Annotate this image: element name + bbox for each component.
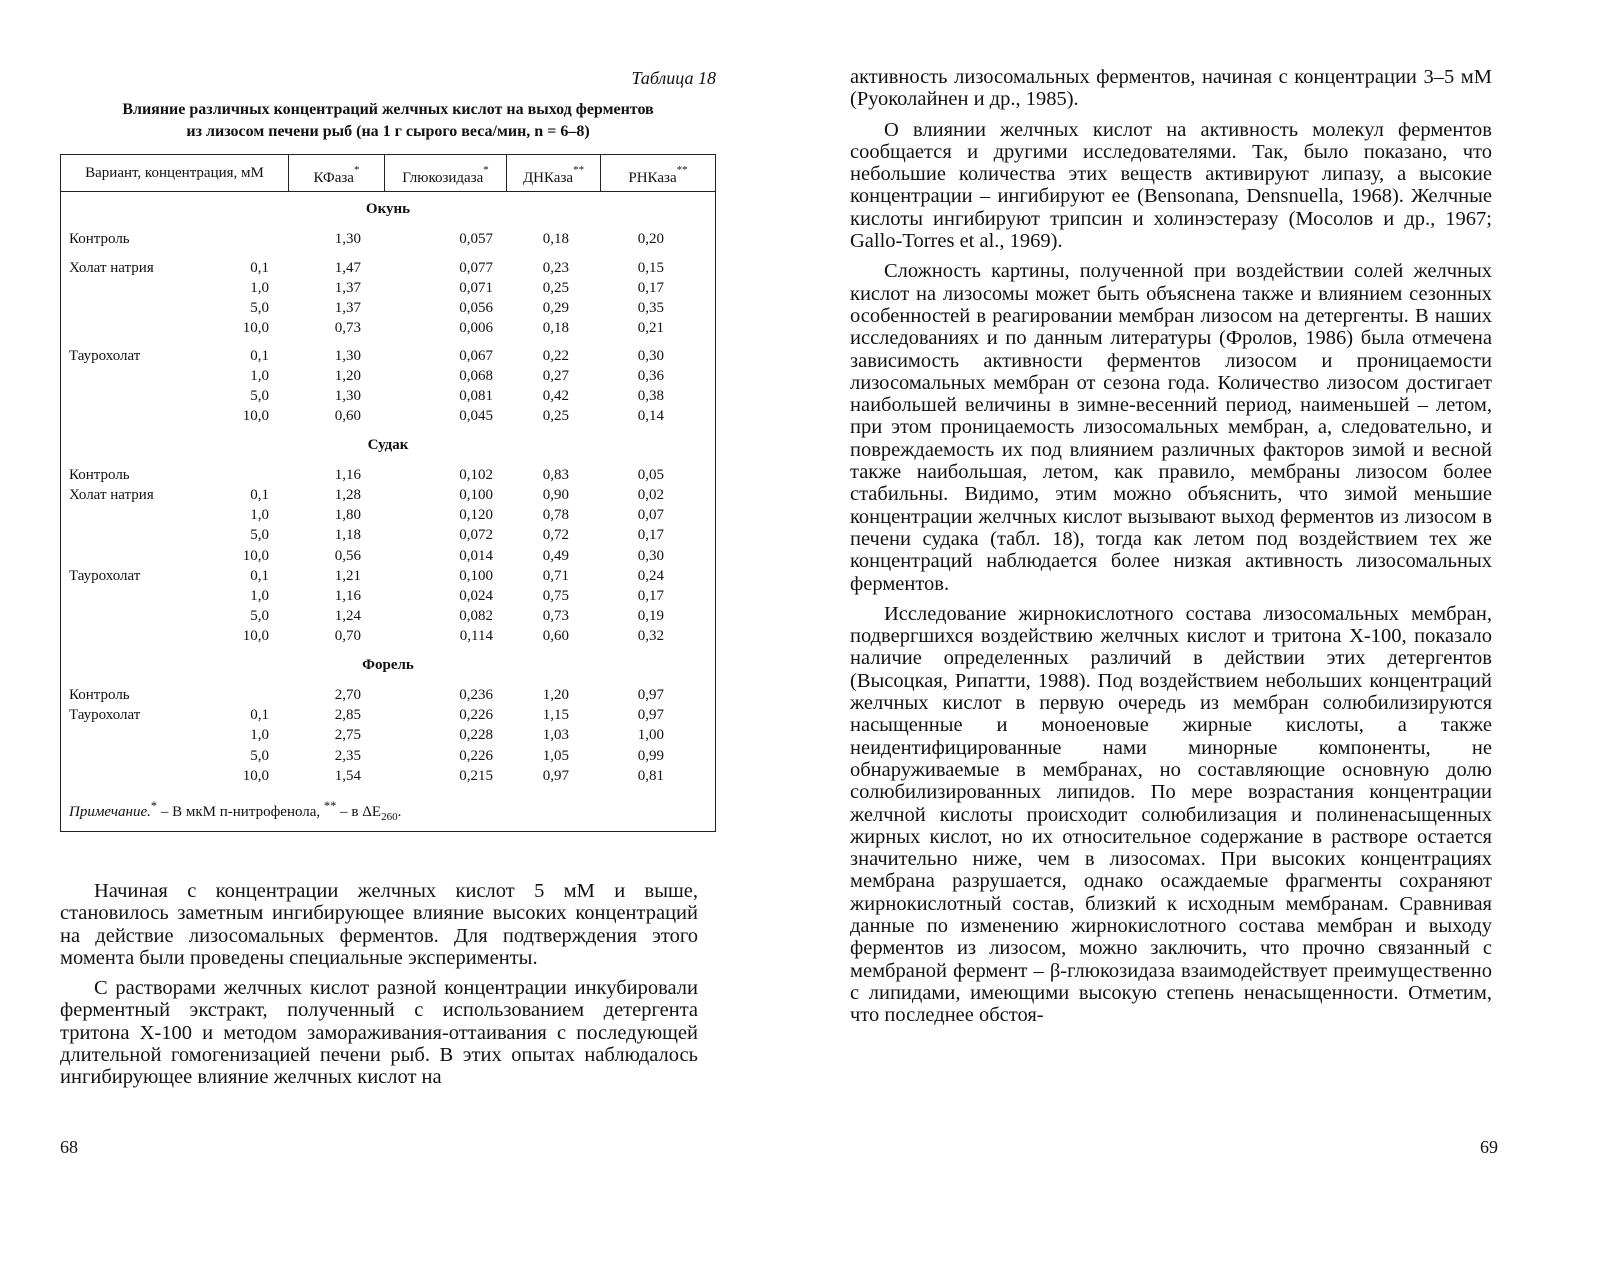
table-cell: 0,072 [459, 527, 493, 543]
table-section-title: Форель [362, 657, 414, 673]
table-cell: 0,1 [250, 707, 269, 723]
page-number-right: 69 [1480, 1137, 1498, 1157]
table-cell: Контроль [69, 467, 130, 483]
table-cell: 0,114 [459, 628, 493, 644]
table-cell: 0,60 [542, 628, 569, 644]
table-row [61, 467, 715, 487]
table-cell: 0,97 [637, 687, 664, 703]
table-cell: 5,0 [250, 748, 269, 764]
table-cell: 0,1 [250, 487, 269, 503]
table-cell: 0,17 [637, 527, 664, 543]
table-cell: 0,17 [637, 280, 664, 296]
table-cell: 1,37 [334, 300, 361, 316]
table-row [61, 408, 715, 428]
table-cell: 1,0 [250, 588, 269, 604]
table-cell: 5,0 [250, 388, 269, 404]
table-cell: 1,0 [250, 727, 269, 743]
table-cell: 1,00 [637, 727, 664, 743]
table-cell: 0,20 [637, 231, 664, 247]
table-cell: 0,071 [459, 280, 493, 296]
table-cell: 0,75 [542, 588, 569, 604]
table-row [61, 707, 715, 727]
table-cell: 1,03 [542, 727, 569, 743]
table-cell: 0,35 [637, 300, 664, 316]
table-cell: 1,0 [250, 368, 269, 384]
table-cell: Таурохолат [69, 348, 141, 364]
table-row [61, 548, 715, 568]
table-cell: 0,72 [542, 527, 569, 543]
paragraph: активность лизосомальных ферментов, начиная с концентрации 3–5 мМ (Руоколайнен и др., 1985). [850, 66, 1492, 111]
paragraph: Исследование жирнокислотного состава лизосомальных мембран, подвергшихся воздействию желчных кислот и тритона Х-100, показало наличие определенных различий в действии этих детергентов (Высоцкая, Рипатти, 1988). Под воздействием небольших концентраций желчных кислот в первую очередь из мембран солюбилизируются насыщенные и моноеновые жирные кислоты, а также неидентифицированные нами минорные компоненты, не обнаруживаемые в мембранах, но составляющие основную долю солюбилизированных липидов. По мере возрастания концентрации желчной кислоты происходит солюбилизация и полиненасыщенных жирных кислот, но их относительное содержание в растворе остается значительно ниже, чем в лизосомах. При высоких концентрациях мембрана разрушается, однако осаждаемые фрагменты сохраняют жирнокислотный состав, близкий к исходным мембранам. Сравнивая данные по изменению жирнокислотного состава мембран и выходу ферментов из лизосом, можно заключить, что прочно связанный с мембраной фермент – β-глюкозидаза взаимодействует преимущественно с липидами, имеющими высокую степень ненасыщенности. Отметим, что последнее обстоя- [850, 602, 1492, 1027]
table-cell: 1,15 [542, 707, 569, 723]
table-cell: 1,28 [334, 487, 361, 503]
right-page [800, 0, 1601, 1265]
table-row [61, 260, 715, 280]
table-cell: 0,30 [637, 348, 664, 364]
table-cell: 1,0 [250, 280, 269, 296]
table-cell: 0,18 [542, 320, 569, 336]
table-row [61, 388, 715, 408]
table-cell: 0,49 [542, 548, 569, 564]
header-rnkaza: РНКаза** [628, 164, 688, 186]
table-cell: 0,082 [459, 608, 493, 624]
table-cell: 0,236 [459, 687, 493, 703]
table-note: Примечание.* – В мкМ п-нитрофенола, ** – в $\Delta E_{260}$. [69, 799, 402, 823]
table-cell: 0,024 [459, 588, 493, 604]
table-cell: 0,006 [459, 320, 493, 336]
table-cell: 0,226 [459, 707, 493, 723]
table-title-line-1: Влияние различных концентраций желчных кислот на выход ферментов [122, 101, 654, 118]
paragraph: С растворами желчных кислот разной концентрации инкубировали ферментный экстракт, полученный с использованием детергента тритона Х-100 и методом замораживания-оттаивания с последующей длительной гомогенизацией печени рыб. В этих опытах наблюдалось ингибирующее влияние желчных кислот на [60, 977, 698, 1089]
table-cell: 0,25 [542, 280, 569, 296]
table-cell: 10,0 [242, 768, 269, 784]
table-cell: 0,83 [542, 467, 569, 483]
table-cell: 0,21 [637, 320, 664, 336]
table-cell: 0,81 [637, 768, 664, 784]
table-cell: Холат натрия [69, 260, 154, 276]
table-cell: 0,56 [334, 548, 361, 564]
table-cell: 0,73 [542, 608, 569, 624]
right-body-text [850, 66, 1492, 1026]
table-cell: 0,102 [459, 467, 493, 483]
table-cell: 0,42 [542, 388, 569, 404]
table-header [61, 155, 715, 192]
table-label: Таблица 18 [631, 68, 716, 88]
table-cell: 0,215 [459, 768, 493, 784]
page-number-left: 68 [60, 1137, 78, 1157]
left-body-text [60, 880, 698, 1089]
table-section-title: Окунь [365, 201, 411, 217]
table-cell: 0,36 [637, 368, 664, 384]
table-cell: 0,014 [459, 548, 493, 564]
table-cell: 10,0 [242, 320, 269, 336]
table-cell: 0,045 [459, 408, 493, 424]
table-row [61, 280, 715, 300]
header-dnkaza: ДНКаза** [507, 155, 601, 191]
table-cell: 0,29 [542, 300, 569, 316]
table-row [61, 487, 715, 507]
table-cell: 5,0 [250, 608, 269, 624]
table-cell: 0,228 [459, 727, 493, 743]
table-cell: 2,85 [334, 707, 361, 723]
table-cell: 1,80 [334, 507, 361, 523]
table-cell: 10,0 [242, 408, 269, 424]
paragraph: Сложность картины, полученной при воздействии солей желчных кислот на лизосомы может быть объяснена также и влиянием сезонных особенностей в реагировании мембран лизосом на детергенты. В наших исследованиях и по данным литературы (Фролов, 1986) была отмечена зависимость активности ферментов лизосом и проницаемости лизосомальных мембран от сезона года. Количество лизосом достигает наибольшей величины в зимне-весенний период, наименьшей – летом, при этом проницаемость лизосомальных мембран, а, следовательно, и повреждаемость их под влиянием различных факторов зимой и весной также наибольшая, летом, как правило, мембраны лизосом более стабильны. Видимо, этим можно объяснить, что зимой меньшие концентрации желчных кислот вызывают выход ферментов из лизосом в печени судака (табл. 18), тогда как летом под воздействием тех же концентраций наблюдается более низкая активность лизосомальных ферментов. [850, 260, 1492, 595]
table-cell: 0,056 [459, 300, 493, 316]
table-cell: 2,35 [334, 748, 361, 764]
table-cell: Таурохолат [69, 568, 141, 584]
enzyme-table [60, 154, 716, 832]
table-cell: 0,38 [637, 388, 664, 404]
table-row [61, 608, 715, 628]
table-cell: 0,90 [542, 487, 569, 503]
table-cell: 0,24 [637, 568, 664, 584]
table-cell: 1,05 [542, 748, 569, 764]
table-row [61, 748, 715, 768]
table-cell: 0,78 [542, 507, 569, 523]
header-glucosidase: Глюкозидаза* [385, 155, 507, 191]
table-cell: 0,25 [542, 408, 569, 424]
paragraph: О влиянии желчных кислот на активность молекул ферментов сообщается и другими исследователями. Так, было показано, что небольшие количества этих веществ активируют липазу, а высокие концентрации – ингибируют ее (Bensonana, Densnuella, 1968). Желчные кислоты ингибируют трипсин и холинэстеразу (Мосолов и др., 1967; Gallo-Torres et al., 1969). [850, 118, 1492, 253]
table-cell: 1,30 [334, 231, 361, 247]
table-cell: 1,20 [542, 687, 569, 703]
table-row [61, 368, 715, 388]
table-cell: 0,067 [459, 348, 493, 364]
table-cell: 0,1 [250, 348, 269, 364]
table-cell: 2,70 [334, 687, 361, 703]
table-cell: 0,14 [637, 408, 664, 424]
table-cell: 1,47 [334, 260, 361, 276]
table-row [61, 687, 715, 707]
table-cell: 0,30 [637, 548, 664, 564]
table-cell: 2,75 [334, 727, 361, 743]
table-cell: 0,19 [637, 608, 664, 624]
table-cell: 0,97 [637, 707, 664, 723]
table-cell: 1,16 [334, 467, 361, 483]
table-cell: 1,0 [250, 507, 269, 523]
table-cell: 10,0 [242, 548, 269, 564]
table-cell: 0,057 [459, 231, 493, 247]
table-title [60, 99, 716, 143]
table-cell: 0,077 [459, 260, 493, 276]
table-title-line-2: из лизосом печени рыб (на 1 г сырого веса/мин, n = 6–8) [186, 123, 590, 140]
table-cell: 0,120 [459, 507, 493, 523]
table-row [61, 568, 715, 588]
table-row [61, 231, 715, 251]
table-cell: 0,02 [637, 487, 664, 503]
table-row [61, 768, 715, 788]
table-row [61, 507, 715, 527]
table-cell: 0,226 [459, 748, 493, 764]
table-cell: Холат натрия [69, 487, 154, 503]
table-cell: 1,20 [334, 368, 361, 384]
table-cell: Таурохолат [69, 707, 141, 723]
table-cell: 5,0 [250, 300, 269, 316]
table-cell: 0,17 [637, 588, 664, 604]
table-cell: 0,70 [334, 628, 361, 644]
table-row [61, 727, 715, 747]
header-variant: Вариант, концентрация, мМ [61, 155, 289, 191]
table-cell: 10,0 [242, 628, 269, 644]
table-cell: 0,18 [542, 231, 569, 247]
table-cell: 1,30 [334, 348, 361, 364]
table-cell: 0,97 [542, 768, 569, 784]
table-cell: 0,60 [334, 408, 361, 424]
table-cell: 0,22 [542, 348, 569, 364]
table-cell: 0,99 [637, 748, 664, 764]
table-cell: 0,068 [459, 368, 493, 384]
paragraph: Начиная с концентрации желчных кислот 5 мМ и выше, становилось заметным ингибирующее влияние высоких концентраций на действие лизосомальных ферментов. Для подтверждения этого момента были проведены специальные эксперименты. [60, 880, 698, 969]
header-kfaza: КФаза* [289, 155, 385, 191]
table-cell: 0,07 [637, 507, 664, 523]
table-cell: Контроль [69, 687, 130, 703]
table-cell: 1,18 [334, 527, 361, 543]
table-cell: 1,30 [334, 388, 361, 404]
table-cell: 1,21 [334, 568, 361, 584]
table-cell: 0,081 [459, 388, 493, 404]
table-row [61, 527, 715, 547]
table-cell: 0,1 [250, 568, 269, 584]
table-cell: Контроль [69, 231, 130, 247]
table-cell: 0,100 [459, 568, 493, 584]
table-row [61, 628, 715, 648]
table-row [61, 348, 715, 368]
left-page [0, 0, 800, 1265]
table-cell: 1,37 [334, 280, 361, 296]
table-cell: 0,15 [637, 260, 664, 276]
table-row [61, 320, 715, 340]
table-row [61, 300, 715, 320]
table-cell: 0,73 [334, 320, 361, 336]
table-cell: 0,27 [542, 368, 569, 384]
table-cell: 0,23 [542, 260, 569, 276]
table-cell: 1,16 [334, 588, 361, 604]
table-cell: 0,1 [250, 260, 269, 276]
table-cell: 5,0 [250, 527, 269, 543]
table-cell: 0,32 [637, 628, 664, 644]
table-cell: 0,05 [637, 467, 664, 483]
table-cell: 0,71 [542, 568, 569, 584]
table-cell: 1,24 [334, 608, 361, 624]
table-section-title: Судак [367, 437, 409, 453]
table-cell: 0,100 [459, 487, 493, 503]
table-cell: 1,54 [334, 768, 361, 784]
table-row [61, 588, 715, 608]
